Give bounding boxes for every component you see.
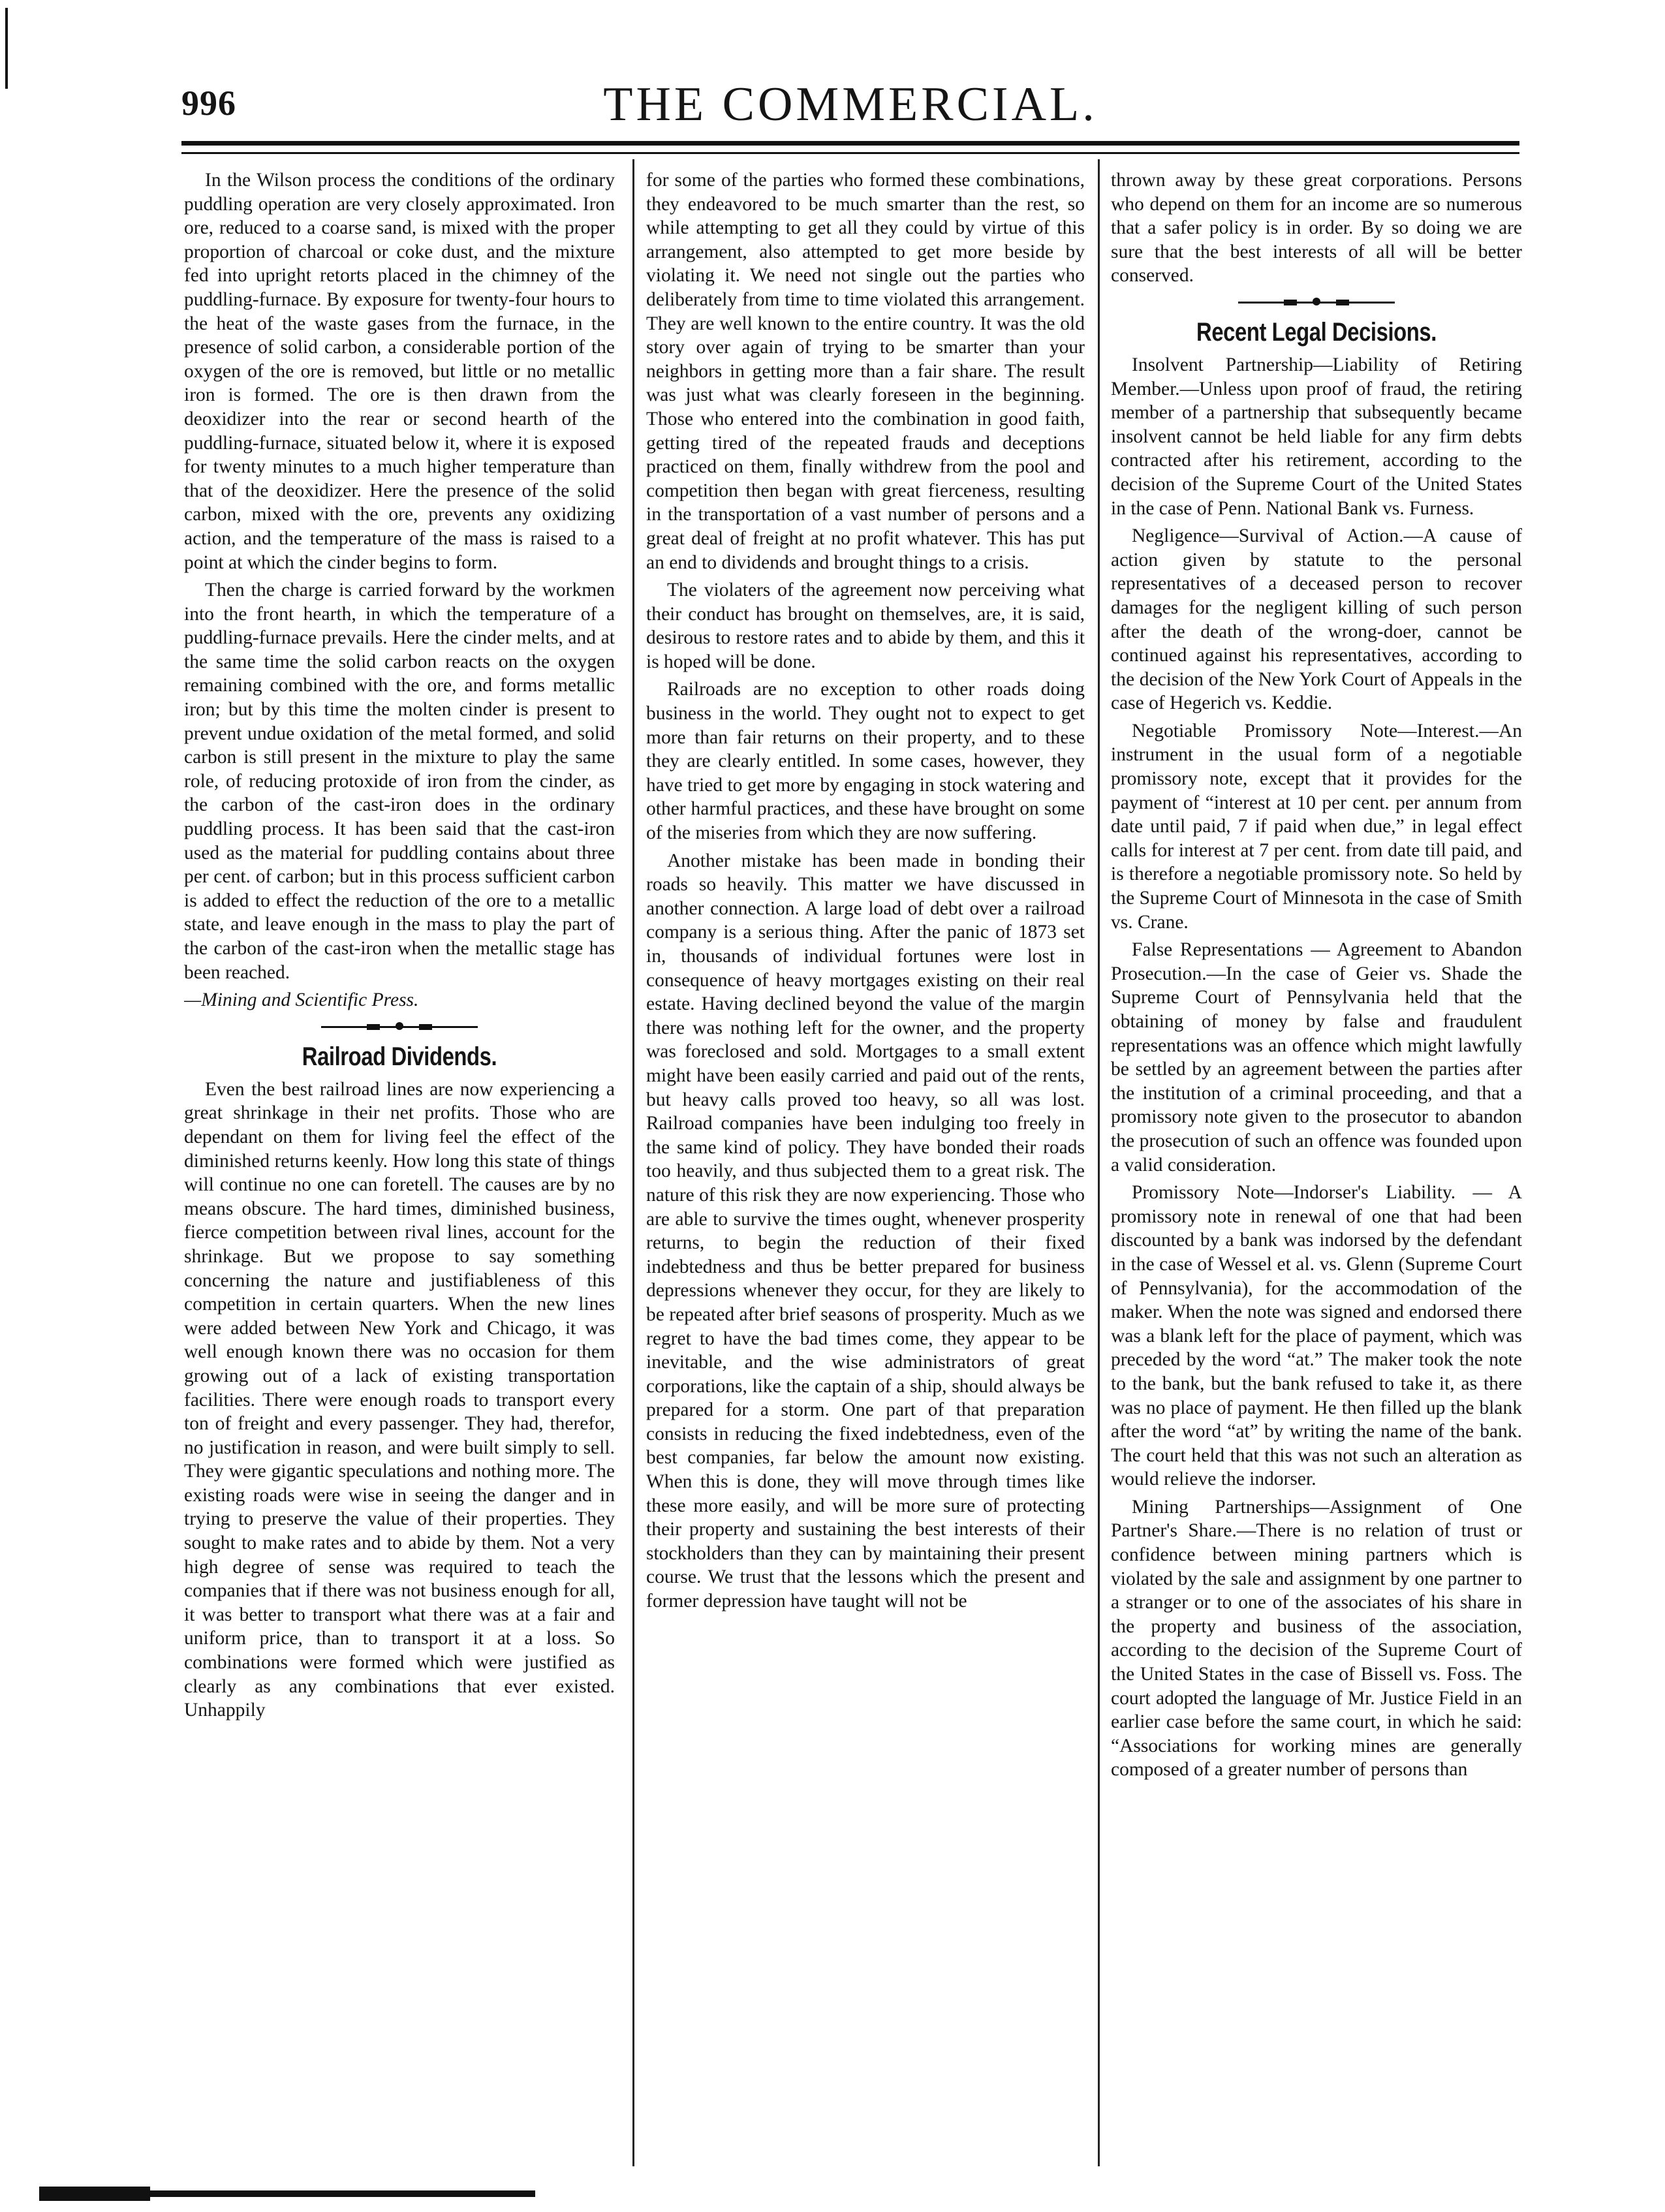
railroad-conclusion: thrown away by these great corporations. Persons who depend on them for an income are so numerous that a safer policy is in order. By so doing we are sure that the best interests of all will be better conserved.: [1111, 170, 1522, 287]
header-rule-heavy: [181, 141, 1519, 146]
column-2: [646, 168, 1085, 2172]
railroad-continuation: for some of the parties who formed these combinations, they endeavored to be much smarter than the rest, so while attempting to get all they could by virtue of this arrangement, also attempted to get more beside by violating it. We need not single out the parties who deliberately from time to time violated this arrangement. They are well known to the entire country. It was the old story over again of trying to be smarter than your neighbors in getting more than a fair share. The result was just what was clearly foreseen in the beginning. Those who entered into the combination in good faith, getting tired of the repeated frauds and deceptions practiced on them, finally withdrew from the pool and competition then began with great fierceness, resulting in the transportation of a vast number of persons and a great deal of freight at no profit whatever. This has put an end to dividends and brought things to a crisis.: [646, 170, 1085, 573]
column-3: [1111, 168, 1522, 2172]
bottom-scan-block: [39, 2187, 150, 2201]
decision-mining-partnerships: Mining Partnerships—Assignment of One Partner's Share.—There is no relation of trust or confidence between mining partners which is violated by the sale and assignment by one partner to a stranger or to one of the associates of his share in the property and business of the association, according to the decision of the Supreme Court of the United States in the case of Bissell vs. Foss. The court adopted the language of Mr. Justice Field in an earlier case before the same court, in which he said: “Associations for working mines are generally composed of a greater number of persons than: [1111, 1496, 1522, 1781]
legal-decisions-heading: Recent Legal Decisions.: [1196, 317, 1437, 347]
railroad-dividends-heading: Railroad Dividends.: [302, 1042, 497, 1071]
column-1: [184, 168, 615, 2172]
railroad-paragraph-violaters: The violaters of the agreement now perceiving what their conduct has brought on themselves, are, it is said, desirous to restore rates and to abide by them, and this it is hoped will be done.: [646, 580, 1085, 672]
decision-insolvent-partnership: Insolvent Partnership—Liability of Retiring Member.—Unless upon proof of fraud, the retiring member of a partnership that subsequently became insolvent cannot be held liable for any firm debts contracted after his retirement, according to the decision of the Supreme Court of the United States in the case of Penn. National Bank vs. Furness.: [1111, 354, 1522, 519]
column-rule-2: [1098, 159, 1100, 2166]
decision-false-representations: False Representations — Agreement to Abandon Prosecution.—In the case of Geier vs. Shade the Supreme Court of Pennsylvania held that the obtaining of money by false and fraudulent representations was an offence which might lawfully be settled by an agreement between the parties after the institution of a criminal proceeding, and that a promissory note given to the prosecutor to abandon the prosecution of such an offence was founded upon a valid consideration.: [1111, 939, 1522, 1176]
decision-indorser-liability: Promissory Note—Indorser's Liability. — A promissory note in renewal of one that had been discounted by a bank was indorsed by the defendant in the case of Wessel et al. vs. Glenn (Supreme Court of Pennsylvania), for the accommodation of the maker. When the note was signed and endorsed there was a blank left for the place of payment, which was preceded by the word “at.” The maker took the note to the bank, but the bank refused to take it, as there was no place of payment. He then filled up the blank after the word “at” by writing the name of the bank. The court held that this was not such an alteration as would relieve the indorser.: [1111, 1182, 1522, 1490]
column-rule-1: [632, 159, 634, 2166]
masthead-title: THE COMMERCIAL.: [603, 78, 1098, 131]
railroad-paragraph-exception: Railroads are no exception to other roads doing business in the world. They ought not to expect to get more than fair returns on their property, and to these they are clearly entitled. In some cases, however, they have tried to get more by engaging in stock watering and other harmful practices, and these have brought on some of the miseries from which they are now suffering.: [646, 679, 1085, 844]
page-header: [181, 77, 1519, 136]
railroad-paragraph-bonding: Another mistake has been made in bonding their roads so heavily. This matter we have discussed in another connection. A large load of debt over a railroad company is a serious thing. After the panic of 1873 set in, thousands of individual fortunes were lost in consequence of heavy mortgages existing on their real estate. Having declined beyond the value of the margin there was nothing left for the owner, and the property was foreclosed and sold. Mortgages to a small extent might have been easily carried and paid out of the rents, but heavy calls proved too heavy, so all was lost. Railroad companies have been indulging too freely in the same kind of policy. They have bonded their roads too heavily, and thus subjected them to a great risk. The nature of this risk they are now experiencing. Those who are able to survive the times ought, whenever prosperity returns, to begin the reduction of their fixed indebtedness and thus be better prepared for business depressions whenever they occur, for they are likely to be repeated after brief seasons of prosperity. Much as we regret to have the bad times come, they appear to be inevitable, and the wise administrators of great corporations, like the captain of a ship, should always be prepared for a storm. One part of that preparation consists in reducing the fixed indebtedness, even of the best companies, far below the amount now existing. When this is done, they will move through times like these more easily, and will be more sure of protecting their property and sustaining the best interests of their stockholders than they can by maintaining their present course. We trust that the lessons which the present and former depression have taught will not be: [646, 850, 1085, 1612]
wilson-paragraph-2: Then the charge is carried forward by the workmen into the front hearth, in which the temperature of a puddling-furnace prevails. Here the cinder melts, and at the same time the solid carbon reacts on the oxygen remaining combined with the ore, and forms metallic iron; but by this time the molten cinder is present to prevent undue oxidation of the metal formed, and solid carbon is still present in the mixture to play the same role, of reducing protoxide of iron from the cinder, as the carbon of the cast-iron does in the ordinary puddling process. It has been said that the cast-iron used as the material for puddling contains about three per cent. of carbon; but in this process sufficient carbon is added to effect the reduction of the ore to a metallic state, and leave enough in the mass to play the part of the carbon of the cast-iron when the metallic stage has been reached.: [184, 580, 615, 983]
decision-negligence: Negligence—Survival of Action.—A cause of action given by statute to the personal representatives of a deceased person to recover damages for the negligent killing of such person after the death of the wrong-doer, cannot be continued against his representatives, according to the decision of the New York Court of Appeals in the case of Hegerich vs. Keddie.: [1111, 525, 1522, 714]
wilson-paragraph-1: In the Wilson process the conditions of the ordinary puddling operation are very closely approximated. Iron ore, reduced to a coarse sand, is mixed with the proper proportion of charcoal or coke dust, and the mixture fed into upright retorts placed in the chimney of the puddling-furnace. By exposure for twenty-four hours to the heat of the waste gases from the furnace, in the presence of solid carbon, a considerable portion of the oxygen of the ore is removed, but little or no metallic iron is formed. The ore is then drawn from the deoxidizer into the rear or second hearth of the puddling-furnace, situated below it, where it is exposed for twenty minutes to a much higher temperature than that of the deoxidizer. Here the presence of the solid carbon, mixed with the ore, prevents any oxidizing action, and the temperature of the mass is raised to a point at which the cinder begins to form.: [184, 170, 615, 573]
header-rule-thin: [181, 152, 1519, 154]
section-ornament: [321, 1019, 478, 1035]
section-ornament: [1238, 294, 1395, 310]
page-number: 996: [181, 84, 236, 123]
scan-edge-mark: [5, 8, 8, 89]
railroad-paragraph-1: Even the best railroad lines are now experiencing a great shrinkage in their net profits. Those who are dependant on them for living feel the effect of the diminished returns keenly. How long this state of things will continue no one can foretell. The causes are by no means obscure. The hard times, diminished business, fierce competition between rival lines, account for the shrinkage. But we propose to say something concerning the nature and justifiableness of this competition in certain quarters. When the new lines were added between New York and Chicago, it was well enough known there was no occasion for them growing out of a lack of existing transportation facilities. There were enough roads to transport every ton of freight and every passenger. They had, therefor, no justification in reason, and were built simply to sell. They were gigantic speculations and nothing more. The existing roads were wise in seeing the danger and in trying to preserve the value of their properties. They sought to make rates and to abide by them. Not a very high degree of sense was required to teach the companies that if there was not business enough for all, it was better to transport what there was at a fair and uniform price, than to transport it at a loss. So combinations were formed which were justified as clearly as any combinations that ever existed. Unhappily: [184, 1078, 615, 1721]
wilson-credit: —Mining and Scientific Press.: [184, 989, 419, 1011]
decision-promissory-note-interest: Negotiable Promissory Note—Interest.—An instrument in the usual form of a negotiable promissory note, except that it provides for the payment of “interest at 10 per cent. per annum from date until paid, 7 if paid when due,” in legal effect calls for interest at 7 per cent. from date till paid, and is therefore a negotiable promissory note. So held by the Supreme Court of Minnesota in the case of Smith vs. Crane.: [1111, 720, 1522, 933]
